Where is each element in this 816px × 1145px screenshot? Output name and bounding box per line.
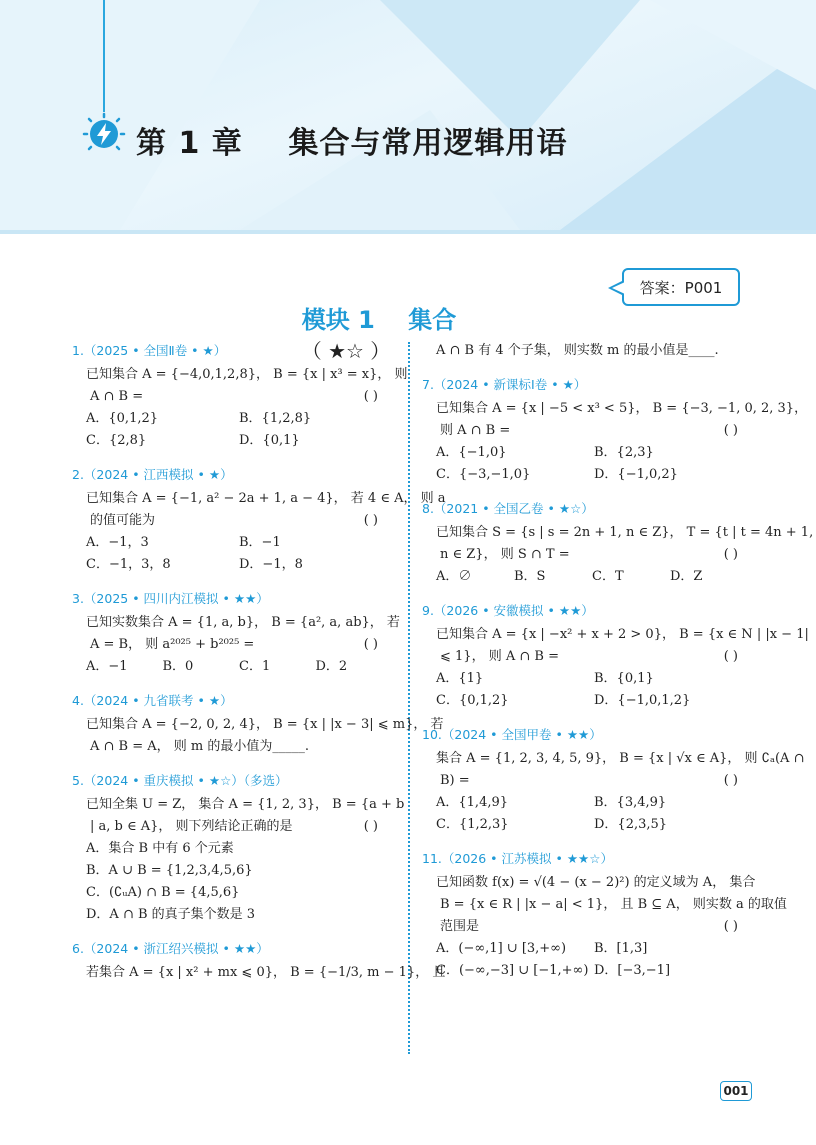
option: B．A ∪ B = {1,2,3,4,5,6}	[86, 863, 253, 878]
lightbulb-icon	[82, 112, 126, 156]
question-header: 4.（2024 • 九省联考 • ★）	[72, 693, 233, 708]
answer-blank: ( )	[723, 773, 738, 788]
question-text: B) = ( )	[422, 770, 752, 792]
option: C．{1,2,3}	[436, 817, 509, 832]
left-column	[72, 340, 446, 996]
question-text: 已知集合 A = {−4,0,1,2,8}， B = {x | x³ = x}， 则	[86, 367, 408, 382]
question-text: 的值可能为 ( )	[72, 510, 392, 532]
option: D．−1，8	[239, 557, 303, 572]
option: A．−1	[86, 659, 128, 674]
question-text: | a, b ∈ A}， 则下列结论正确的是 ( )	[72, 816, 392, 838]
question-item	[422, 600, 809, 712]
option: B．−1	[239, 535, 281, 550]
question-header: 8.（2021 • 全国乙卷 • ★☆）	[422, 501, 594, 516]
question-item	[72, 464, 446, 576]
option: D．[−3,−1]	[594, 963, 671, 978]
answer-blank: ( )	[363, 819, 378, 834]
question-text: A = B， 则 a²⁰²⁵ + b²⁰²⁵ = ( )	[72, 634, 392, 656]
option: A．∅	[436, 569, 472, 584]
option: D．{0,1}	[239, 433, 300, 448]
question-text: B = {x ∈ R | |x − a| < 1}， 且 B ⊆ A， 则实数 a 的取值	[440, 897, 787, 912]
option: C．(−∞,−3] ∪ [−1,+∞)	[436, 963, 589, 978]
option: B．{2,3}	[594, 445, 654, 460]
question-text: 已知函数 f(x) = √(4 − (x − 2)²) 的定义域为 A， 集合	[436, 875, 756, 890]
option-row	[72, 554, 392, 576]
answer-blank: ( )	[723, 423, 738, 438]
question-header: 7.（2024 • 新课标Ⅰ卷 • ★）	[422, 377, 587, 392]
option: C．−1，3，8	[86, 557, 171, 572]
option: A．(−∞,1] ∪ [3,+∞)	[436, 941, 567, 956]
option: B．{1,2,8}	[239, 411, 312, 426]
question-text: 已知全集 U = Z， 集合 A = {1, 2, 3}， B = {a + b	[86, 797, 405, 812]
answer-blank: ( )	[723, 547, 738, 562]
option-row	[72, 408, 392, 430]
option: D．{−1,0,1,2}	[594, 693, 691, 708]
question-text: 已知集合 A = {x | −x² + x + 2 > 0}， B = {x ∈ N | |x − 1|	[436, 627, 809, 642]
option: C．{2,8}	[86, 433, 147, 448]
option-row	[422, 792, 752, 814]
option: D．A ∩ B 的真子集个数是 3	[86, 907, 256, 922]
page-number: 001	[720, 1081, 752, 1101]
question-text: ⩽ 1}， 则 A ∩ B = ( )	[422, 646, 752, 668]
question-text: 已知集合 A = {−1, a² − 2a + 1, a − 4}， 若 4 ∈ A， 则 a	[86, 491, 446, 506]
answer-page-label: 答案：P001	[639, 278, 723, 297]
column-divider	[408, 342, 410, 1054]
option: A．{0,1,2}	[86, 411, 159, 426]
question-text: n ∈ Z}， 则 S ∩ T = ( )	[422, 544, 752, 566]
option: B．{3,4,9}	[594, 795, 667, 810]
question-item	[422, 374, 808, 486]
option: B．{0,1}	[594, 671, 654, 686]
option: B．S	[514, 569, 546, 584]
question-text: 若集合 A = {x | x² + mx ⩽ 0}， B = {−1/3, m − 1}， 且	[86, 965, 446, 980]
question-text: A ∩ B = ( )	[72, 386, 392, 408]
question-item	[422, 340, 752, 362]
option: D．{−1,0,2}	[594, 467, 678, 482]
answer-blank: ( )	[363, 513, 378, 528]
option-row	[422, 814, 752, 836]
option: C．(∁ᵤA) ∩ B = {4,5,6}	[86, 885, 240, 900]
option: A．−1，3	[86, 535, 149, 550]
option: A．集合 B 中有 6 个元素	[86, 841, 234, 856]
answer-blank: ( )	[363, 389, 378, 404]
question-header: 3.（2025 • 四川内江模拟 • ★★）	[72, 591, 269, 606]
right-column	[422, 340, 814, 994]
answer-blank: ( )	[723, 919, 738, 934]
option-row	[422, 668, 752, 690]
question-header: 11.（2026 • 江苏模拟 • ★★☆）	[422, 851, 613, 866]
option: D．Z	[670, 569, 703, 584]
question-header: 9.（2026 • 安徽模拟 • ★★）	[422, 603, 594, 618]
question-header: 10.（2024 • 全国甲卷 • ★★）	[422, 727, 602, 742]
option-row	[422, 960, 752, 982]
chapter-title: 第 1 章 集合与常用逻辑用语	[136, 126, 568, 161]
question-header: 5.（2024 • 重庆模拟 • ★☆）（多选）	[72, 773, 288, 788]
answer-reference	[622, 268, 740, 306]
option: A．{1}	[436, 671, 484, 686]
question-item	[422, 848, 787, 982]
question-header: 2.（2024 • 江西模拟 • ★）	[72, 467, 233, 482]
answer-blank: ( )	[723, 649, 738, 664]
option: C．T	[592, 569, 624, 584]
option-row	[72, 532, 392, 554]
question-text: 已知实数集合 A = {1, a, b}， B = {a², a, ab}， 若	[86, 615, 400, 630]
difficulty-stars: （ ★☆ ）	[301, 339, 391, 363]
question-text: 已知集合 S = {s | s = 2n + 1, n ∈ Z}， T = {t | t = 4n + 1,	[436, 525, 814, 540]
question-item	[72, 340, 408, 452]
option-row	[422, 690, 752, 712]
option-row	[422, 442, 752, 464]
question-item	[72, 588, 400, 678]
option: B．0	[162, 659, 194, 674]
question-item	[72, 690, 444, 758]
banner-rule	[0, 230, 816, 234]
module-name: 模块 1 集合	[301, 306, 457, 334]
option: C．{0,1,2}	[436, 693, 509, 708]
option: C．{−3,−1,0}	[436, 467, 531, 482]
option: C．1	[239, 659, 271, 674]
option: B．[1,3]	[594, 941, 648, 956]
answer-blank: ( )	[363, 637, 378, 652]
option-row	[72, 430, 392, 452]
question-text: 已知集合 A = {x | −5 < x³ < 5}， B = {−3, −1, 0, 2, 3}，	[436, 401, 808, 416]
bulb-cord	[103, 0, 105, 112]
question-header: 1.（2025 • 全国Ⅱ卷 • ★）	[72, 343, 227, 358]
question-text: 集合 A = {1, 2, 3, 4, 5, 9}， B = {x | √x ∈ A}， 则 ∁ₐ(A ∩	[436, 751, 805, 766]
question-text: 范围是 ( )	[422, 916, 752, 938]
option-row	[422, 464, 752, 486]
option: D．2	[315, 659, 348, 674]
question-header: 6.（2024 • 浙江绍兴模拟 • ★★）	[72, 941, 269, 956]
option: A．{1,4,9}	[436, 795, 509, 810]
question-item	[72, 770, 405, 926]
option-row	[72, 656, 392, 678]
question-item	[422, 724, 805, 836]
question-text: 已知集合 A = {−2, 0, 2, 4}， B = {x | |x − 3| ⩽ m}， 若	[86, 717, 444, 732]
option-row	[422, 566, 752, 588]
option: D．{2,3,5}	[594, 817, 668, 832]
question-text: A ∩ B 有 4 个子集， 则实数 m 的最小值是____.	[436, 343, 719, 358]
option-row	[422, 938, 752, 960]
option: A．{−1,0}	[436, 445, 507, 460]
question-text: A ∩ B = A， 则 m 的最小值为_____.	[90, 739, 310, 754]
question-item	[422, 498, 814, 588]
question-text: 则 A ∩ B = ( )	[422, 420, 752, 442]
question-item	[72, 938, 446, 984]
